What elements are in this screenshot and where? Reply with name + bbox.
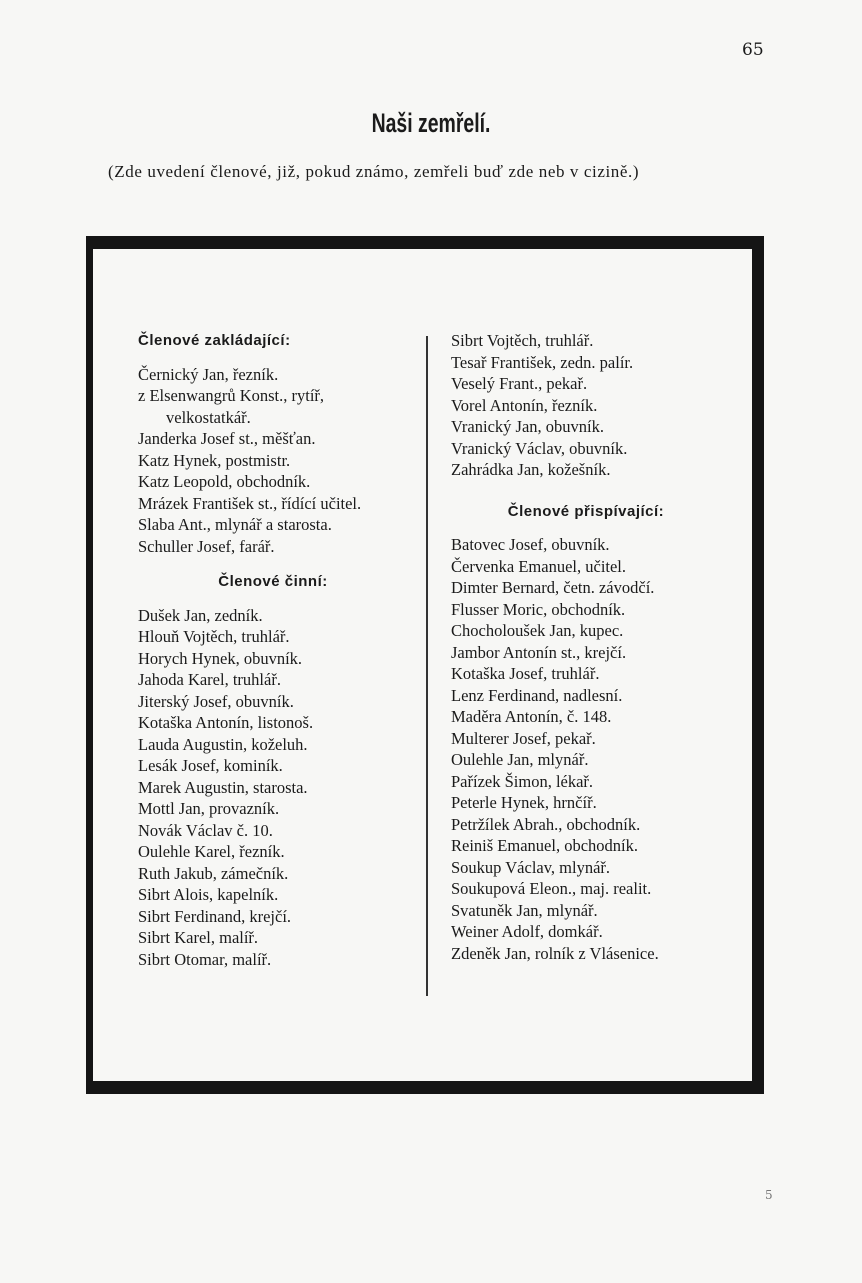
active-members-continued-list xyxy=(451,330,721,481)
list-item: Červenka Emanuel, učitel. xyxy=(451,556,627,576)
list-item: Zdeněk Jan, rolník z Vlásenice. xyxy=(451,943,659,963)
list-item: Kotaška Josef, truhlář. xyxy=(451,664,600,683)
list-item: Lesák Josef, kominík. xyxy=(138,756,283,775)
list-item: Soukup Václav, mlynář. xyxy=(451,857,611,877)
list-item: Mottl Jan, provazník. xyxy=(138,799,280,818)
list-item: Svatuněk Jan, mlynář. xyxy=(451,900,598,920)
list-item: Janderka Josef st., měšťan. xyxy=(138,429,316,448)
list-item: Jambor Antonín st., krejčí. xyxy=(451,642,627,662)
footer-mark: 5 xyxy=(765,1188,773,1202)
list-item: Hlouň Vojtěch, truhlář. xyxy=(138,627,290,646)
list-item: Vranický Jan, obuvník. xyxy=(451,417,604,436)
list-item: Marek Augustin, starosta. xyxy=(138,777,308,797)
list-item: Schuller Josef, farář. xyxy=(138,536,275,556)
list-item: Slaba Ant., mlynář a starosta. xyxy=(138,515,332,534)
list-item: Maděra Antonín, č. 148. xyxy=(451,707,612,726)
list-item: Zahrádka Jan, kožešník. xyxy=(451,460,611,479)
list-item: Chocholoušek Jan, kupec. xyxy=(451,621,624,640)
founding-members-list xyxy=(138,364,408,558)
list-item: Oulehle Karel, řezník. xyxy=(138,842,285,861)
list-item: Peterle Hynek, hrnčíř. xyxy=(451,793,597,812)
list-item: Petržílek Abrah., obchodník. xyxy=(451,814,641,834)
list-item: Tesař František, zedn. palír. xyxy=(451,352,634,372)
list-item: Mrázek František st., řídící učitel. xyxy=(138,493,362,513)
list-item: Horych Hynek, obuvník. xyxy=(138,648,303,668)
left-column xyxy=(138,330,408,970)
page-subtitle: (Zde uvedení členové, již, pokud známo, zemřeli buď zde neb v cizině.) xyxy=(108,162,640,181)
list-item: Dušek Jan, zedník. xyxy=(138,605,263,625)
list-item: Novák Václav č. 10. xyxy=(138,820,273,840)
list-item: Jahoda Karel, truhlář. xyxy=(138,670,281,689)
list-item: Pařízek Šimon, lékař. xyxy=(451,771,594,791)
active-members-list xyxy=(138,605,408,971)
list-item: Sibrt Karel, malíř. xyxy=(138,928,259,947)
list-item: Vorel Antonín, řezník. xyxy=(451,395,598,415)
list-item: Kotaška Antonín, listonoš. xyxy=(138,713,314,732)
list-item: z Elsenwangrů Konst., rytíř, velkostatkář. xyxy=(138,386,325,427)
list-item: Reiniš Emanuel, obchodník. xyxy=(451,836,638,855)
list-item: Vranický Václav, obuvník. xyxy=(451,438,628,458)
list-item: Batovec Josef, obuvník. xyxy=(451,535,610,554)
list-item: Katz Leopold, obchodník. xyxy=(138,472,311,491)
list-item: Dimter Bernard, četn. závodčí. xyxy=(451,578,655,597)
list-item: Sibrt Otomar, malíř. xyxy=(138,949,272,969)
page-title: Naši zemřelí. xyxy=(371,108,491,138)
list-item: Černický Jan, řezník. xyxy=(138,364,279,384)
list-item: Oulehle Jan, mlynář. xyxy=(451,750,589,769)
list-item: Katz Hynek, postmistr. xyxy=(138,450,291,470)
list-item: Jiterský Josef, obuvník. xyxy=(138,691,294,711)
active-members-heading: Členové činní: xyxy=(218,573,328,590)
contributing-members-heading: Členové přispívající: xyxy=(507,502,665,520)
list-item: Sibrt Vojtěch, truhlář. xyxy=(451,331,594,350)
page-number: 65 xyxy=(742,40,764,60)
list-item: Multerer Josef, pekař. xyxy=(451,728,596,748)
list-item: Weiner Adolf, domkář. xyxy=(451,922,603,941)
founding-members-heading: Členové zakládající: xyxy=(138,332,291,349)
contributing-members-list xyxy=(451,534,721,964)
list-item: Veselý Frant., pekař. xyxy=(451,374,588,393)
list-item: Lauda Augustin, koželuh. xyxy=(138,734,308,754)
list-item: Sibrt Alois, kapelník. xyxy=(138,885,279,904)
list-item: Flusser Moric, obchodník. xyxy=(451,599,626,619)
list-item: Sibrt Ferdinand, krejčí. xyxy=(138,906,292,926)
column-divider xyxy=(426,336,428,996)
list-item: Ruth Jakub, zámečník. xyxy=(138,863,289,883)
right-column xyxy=(451,330,721,964)
list-item: Soukupová Eleon., maj. realit. xyxy=(451,879,652,898)
list-item: Lenz Ferdinand, nadlesní. xyxy=(451,685,623,705)
